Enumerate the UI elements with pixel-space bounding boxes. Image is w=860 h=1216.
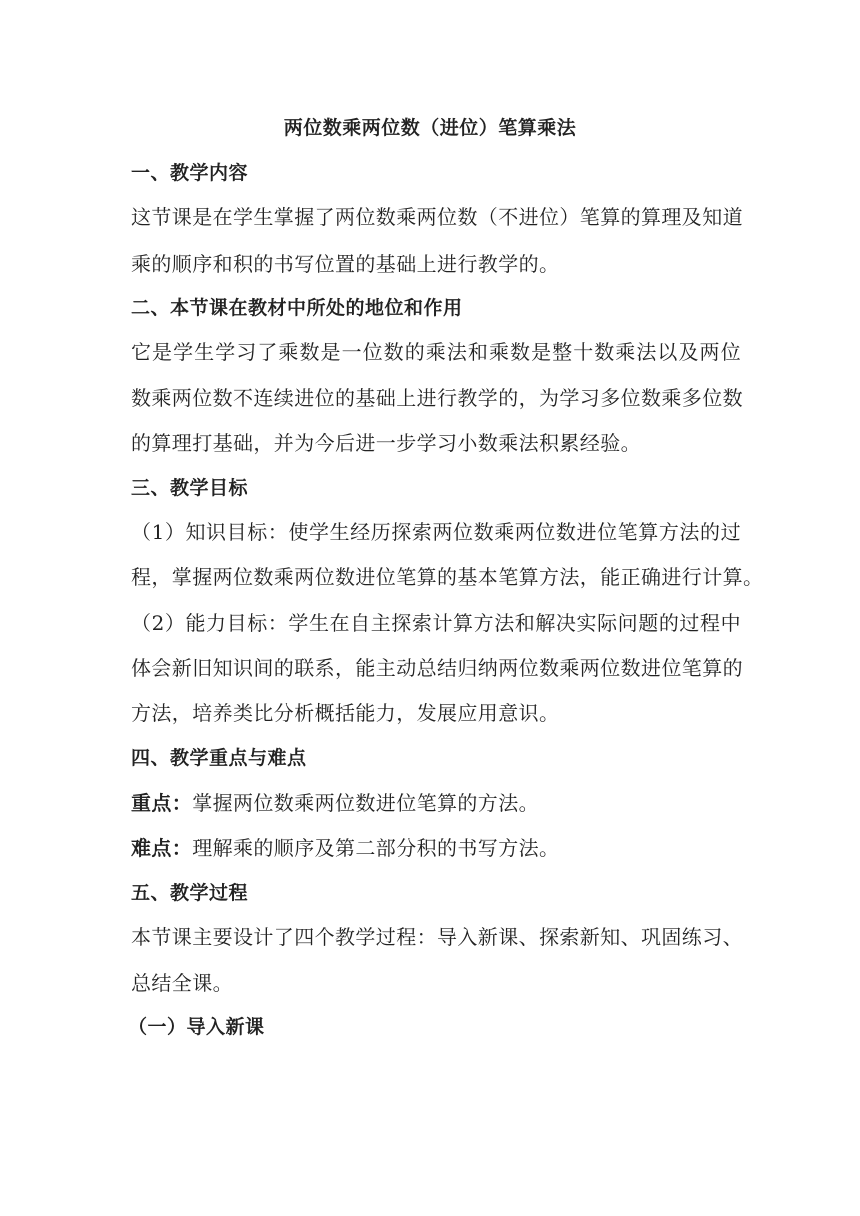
document-title: 两位数乘两位数（进位）笔算乘法 [283,117,577,139]
paragraph-line: 的算理打基础，并为今后进一步学习小数乘法积累经验。 [131,431,641,455]
paragraph-line: 体会新旧知识间的联系，能主动总结归纳两位数乘两位数进位笔算的 [131,656,743,680]
subsection-heading-intro: （一）导入新课 [128,1016,265,1038]
section-heading-teaching-goals: 三、教学目标 [131,477,249,499]
key-point-text: 掌握两位数乘两位数进位笔算的方法。 [192,791,540,815]
paragraph-line: 这节课是在学生掌握了两位数乘两位数（不进位）笔算的算理及知道 [131,205,743,229]
section-heading-teaching-content: 一、教学内容 [131,162,249,184]
paragraph-line: （2）能力目标：学生在自主探索计算方法和解决实际问题的过程中 [131,611,741,635]
key-point-line [131,789,741,817]
difficulty-line [131,834,741,862]
paragraph-line: 程，掌握两位数乘两位数进位笔算的基本笔算方法，能正确进行计算。 [131,565,764,589]
paragraph-line: 它是学生学习了乘数是一位数的乘法和乘数是整十数乘法以及两位 [131,340,741,364]
paragraph-line: 总结全课。 [131,971,233,995]
section-heading-position-role: 二、本节课在教材中所处的地位和作用 [131,297,463,319]
section-heading-teaching-process: 五、教学过程 [131,882,249,904]
difficulty-text: 理解乘的顺序及第二部分积的书写方法。 [192,836,560,860]
paragraph-line: 乘的顺序和积的书写位置的基础上进行教学的。 [131,252,560,276]
section-heading-key-difficulty: 四、教学重点与难点 [131,747,307,769]
paragraph-line: 方法，培养类比分析概括能力，发展应用意识。 [131,701,560,725]
key-point-label: 重点： [131,791,193,815]
paragraph-line: 数乘两位数不连续进位的基础上进行教学的，为学习多位数乘多位数 [131,386,743,410]
difficulty-label: 难点： [131,836,193,860]
paragraph-line: 本节课主要设计了四个教学过程：导入新课、探索新知、巩固练习、 [131,925,743,949]
paragraph-line: （1）知识目标：使学生经历探索两位数乘两位数进位笔算方法的过 [131,520,741,544]
